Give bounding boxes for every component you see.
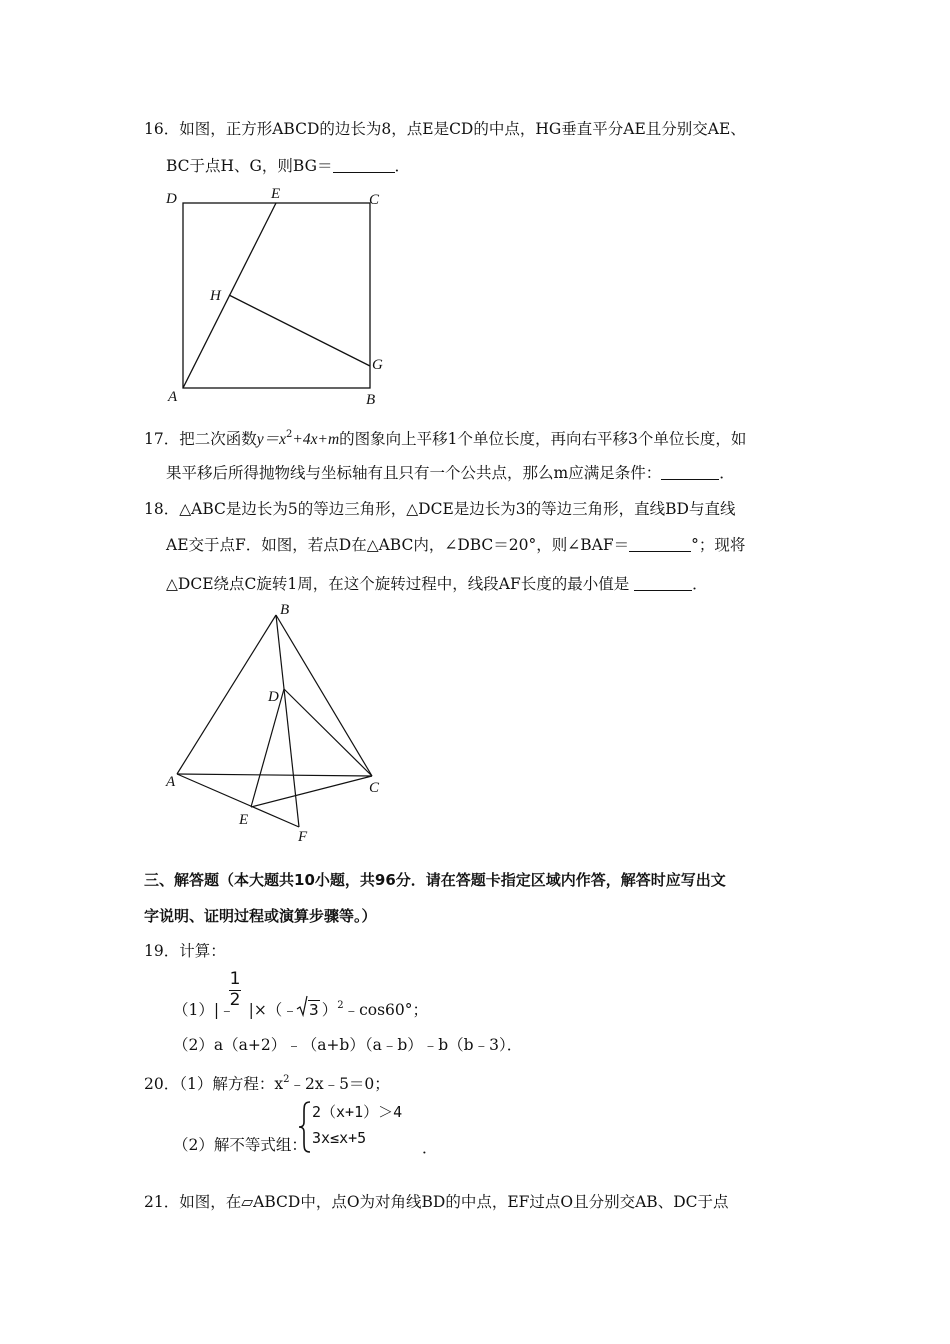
q20-part2-label: （2）解不等式组： [173, 1136, 307, 1154]
q21-line1 [144, 1192, 729, 1212]
q19-title: 计算： [179, 942, 226, 960]
q21-text-1: 如图，在▱ABCD中，点O为对角线BD的中点，EF过点O且分别交AB、DC于点 [179, 1193, 729, 1211]
q19-sqrt-radicand: 3 [308, 1001, 319, 1019]
q18-segment-de [251, 689, 284, 807]
q16-label-a: A [168, 389, 178, 405]
q18-text-2-end: °；现将 [691, 536, 746, 554]
q18-label-b: B [280, 602, 290, 618]
q20-system-brace [298, 1100, 312, 1154]
q18-answer-blank-2[interactable] [634, 576, 692, 591]
section3-heading-line1: 三、解答题（本大题共10小题，共96分．请在答题卡指定区域内作答，解答时应写出文 [144, 871, 726, 889]
q19-fraction-numerator: 1 [229, 969, 241, 989]
q18-segment-ec [251, 776, 372, 807]
q18-text-3-end: ． [692, 575, 708, 593]
q18-line2 [166, 535, 745, 555]
q18-line-af [177, 774, 299, 827]
q16-segment-hg [229, 295, 370, 366]
q18-label-d: D [268, 689, 279, 705]
q17-function-tail: +4x+m [292, 431, 340, 448]
q16-text-2: BC于点H、G，则BG＝ [166, 157, 333, 175]
q17-line2 [166, 463, 735, 483]
q18-answer-blank-1[interactable] [629, 537, 691, 552]
q16-text-2-end: ． [394, 157, 411, 175]
q16-label-c: C [369, 192, 380, 208]
q16-line2 [166, 156, 410, 176]
q18-text-3: △DCE绕点C旋转1周，在这个旋转过程中，线段AF长度的最小值是 [166, 575, 635, 593]
q18-number: 18． [144, 500, 180, 518]
q18-line1 [144, 499, 735, 519]
q17-number: 17． [144, 430, 180, 448]
q16-label-e: E [271, 186, 281, 202]
q18-label-e: E [239, 812, 249, 828]
q19-title-line [144, 941, 226, 961]
q20-part2-end: ． [422, 1139, 438, 1157]
q17-exponent: 2 [286, 429, 293, 440]
q21-number: 21． [144, 1193, 180, 1211]
q19-sqrt [298, 1000, 320, 1020]
q16-label-h: H [210, 288, 221, 304]
q18-label-c: C [369, 780, 380, 796]
q18-text-2: AE交于点F．如图，若点D在△ABC内，∠DBC＝20°，则∠BAF＝ [166, 536, 630, 554]
q17-function: y＝x [256, 431, 287, 448]
q17-text-a: 把二次函数 [179, 430, 257, 448]
q18-segment-ac [177, 774, 372, 776]
q18-triangle-figure [160, 598, 390, 848]
q17-text-c: 的图象向上平移1个单位长度，再向右平移3个单位长度，如 [339, 430, 747, 448]
q18-text-1: △ABC是边长为5的等边三角形，△DCE是边长为3的等边三角形，直线BD与直线 [179, 500, 736, 518]
q16-label-b: B [366, 392, 376, 408]
q19-part2: （2）a（a+2）﹣（a+b）（a﹣b）﹣b（b﹣3）． [173, 1036, 523, 1054]
q16-line1 [144, 119, 746, 139]
q16-square-figure [160, 182, 400, 412]
q16-answer-blank[interactable] [333, 158, 395, 173]
q20-part1 [144, 1070, 390, 1094]
q19-part1-mid: |×（﹣ [248, 1001, 298, 1019]
q16-label-d: D [166, 191, 177, 207]
q19-part1 [173, 996, 428, 1020]
q19-sqrt-sign [296, 995, 308, 1017]
q20-number: 20． [144, 1075, 180, 1093]
q19-part1-tail: ﹣cos60°； [343, 1001, 429, 1019]
q18-line3 [166, 574, 708, 594]
q18-segment-ba [177, 615, 276, 774]
q17-line1 [144, 425, 746, 450]
q17-text-2: 果平移后所得抛物线与坐标轴有且只有一个公共点，那么m应满足条件： [166, 464, 662, 482]
q20-part1-tail: ﹣2x﹣5＝0； [289, 1075, 390, 1093]
q16-text-1: 如图，正方形ABCD的边长为8，点E是CD的中点，HG垂直平分AE且分别交AE、 [179, 120, 746, 138]
q18-label-f: F [298, 829, 308, 845]
q20-part1-text: （1）解方程：x [179, 1075, 284, 1093]
q19-fraction-denominator: 2 [229, 990, 241, 1010]
q20-system-line1: 2（x+1）＞4 [312, 1103, 403, 1121]
q20-part1-exponent: 2 [283, 1074, 290, 1085]
q19-part1-label: （1）|﹣ [173, 1001, 235, 1019]
q18-label-a: A [166, 774, 176, 790]
q20-system-line2: 3x≤x+5 [312, 1129, 367, 1147]
q19-number: 19． [144, 942, 180, 960]
q19-fraction [229, 970, 241, 1009]
q16-number: 16． [144, 120, 180, 138]
q16-label-g: G [372, 357, 383, 373]
q19-part1-exponent: 2 [337, 1000, 344, 1011]
section3-heading-line2: 字说明、证明过程或演算步骤等。） [144, 907, 377, 925]
q19-part1-close: ） [321, 1001, 338, 1019]
q17-text-2-end: ． [719, 464, 735, 482]
q17-answer-blank[interactable] [661, 465, 719, 480]
